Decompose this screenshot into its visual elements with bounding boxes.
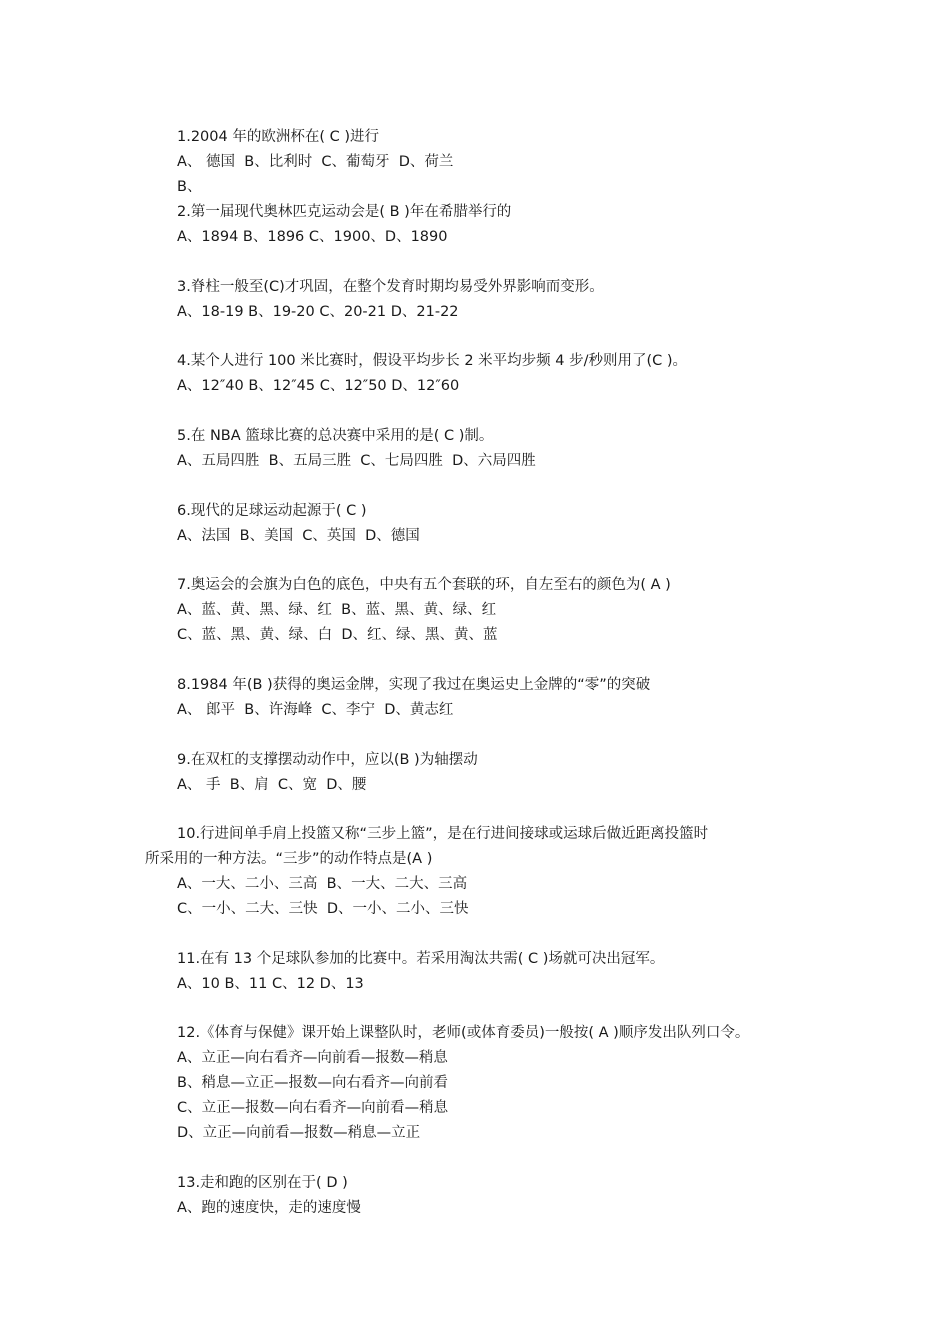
question-12-stem: 12.《体育与保健》课开始上课整队时，老师(或体育委员)一般按( A )顺序发出队列口令。 <box>177 1025 750 1041</box>
question-13-option-a: A、跑的速度快，走的速度慢 <box>177 1200 361 1216</box>
question-3-options: A、18-19 B、19-20 C、20-21 D、21-22 <box>177 304 459 320</box>
question-7-options-1: A、蓝、黄、黑、绿、红 B、蓝、黑、黄、绿、红 <box>177 602 497 618</box>
question-12-option-b: B、稍息—立正—报数—向右看齐—向前看 <box>177 1075 448 1091</box>
question-5-stem: 5.在 NBA 篮球比赛的总决赛中采用的是( C )制。 <box>177 428 494 444</box>
question-9-options: A、 手 B、肩 C、宽 D、腰 <box>177 777 367 793</box>
question-6-options: A、法国 B、美国 C、英国 D、德国 <box>177 528 420 544</box>
question-11-options: A、10 B、11 C、12 D、13 <box>177 976 364 992</box>
question-1-stem: 1.2004 年的欧洲杯在( C )进行 <box>177 129 380 145</box>
question-2-stem: 2.第一届现代奥林匹克运动会是( B )年在希腊举行的 <box>177 204 512 220</box>
question-8-stem: 8.1984 年(B )获得的奥运金牌，实现了我过在奥运史上金牌的“零”的突破 <box>177 677 651 693</box>
question-11-stem: 11.在有 13 个足球队参加的比赛中。若采用淘汰共需( C )场就可决出冠军。 <box>177 951 665 967</box>
question-10-stem: 10.行进间单手肩上投篮又称“三步上篮”，是在行进间接球或运球后做近距离投篮时 <box>177 826 709 842</box>
question-7-stem: 7.奥运会的会旗为白色的底色，中央有五个套联的环，自左至右的颜色为( A ) <box>177 577 671 593</box>
question-8-options: A、 郎平 B、许海峰 C、李宁 D、黄志红 <box>177 702 454 718</box>
question-10-options-2: C、一小、二大、三快 D、一小、二小、三快 <box>177 901 469 917</box>
question-7-options-2: C、蓝、黑、黄、绿、白 D、红、绿、黑、黄、蓝 <box>177 627 498 643</box>
question-12-option-a: A、立正—向右看齐—向前看—报数—稍息 <box>177 1050 448 1066</box>
question-1-options: A、 德国 B、比利时 C、葡萄牙 D、荷兰 <box>177 154 454 170</box>
question-12-option-c: C、立正—报数—向右看齐—向前看—稍息 <box>177 1100 449 1116</box>
question-9-stem: 9.在双杠的支撑摆动动作中，应以(B )为轴摆动 <box>177 752 478 768</box>
question-4-stem: 4.某个人进行 100 米比赛时，假设平均步长 2 米平均步频 4 步/秒则用了(C )。 <box>177 353 688 369</box>
question-2-options: A、1894 B、1896 C、1900、D、1890 <box>177 229 448 245</box>
question-5-options: A、五局四胜 B、五局三胜 C、七局四胜 D、六局四胜 <box>177 453 536 469</box>
question-4-options: A、12″40 B、12″45 C、12″50 D、12″60 <box>177 378 460 394</box>
question-3-stem: 3.脊柱一般至(C)才巩固，在整个发育时期均易受外界影响而变形。 <box>177 279 604 295</box>
question-10-stem-continued: 所采用的一种方法。“三步”的动作特点是(A ) <box>145 851 433 867</box>
question-12-option-d: D、立正—向前看—报数—稍息—立正 <box>177 1125 421 1141</box>
question-6-stem: 6.现代的足球运动起源于( C ) <box>177 503 367 519</box>
question-10-options-1: A、一大、二小、三高 B、一大、二大、三高 <box>177 876 468 892</box>
question-1-options-extra: B、 <box>177 179 202 195</box>
question-13-stem: 13.走和跑的区别在于( D ) <box>177 1175 348 1191</box>
